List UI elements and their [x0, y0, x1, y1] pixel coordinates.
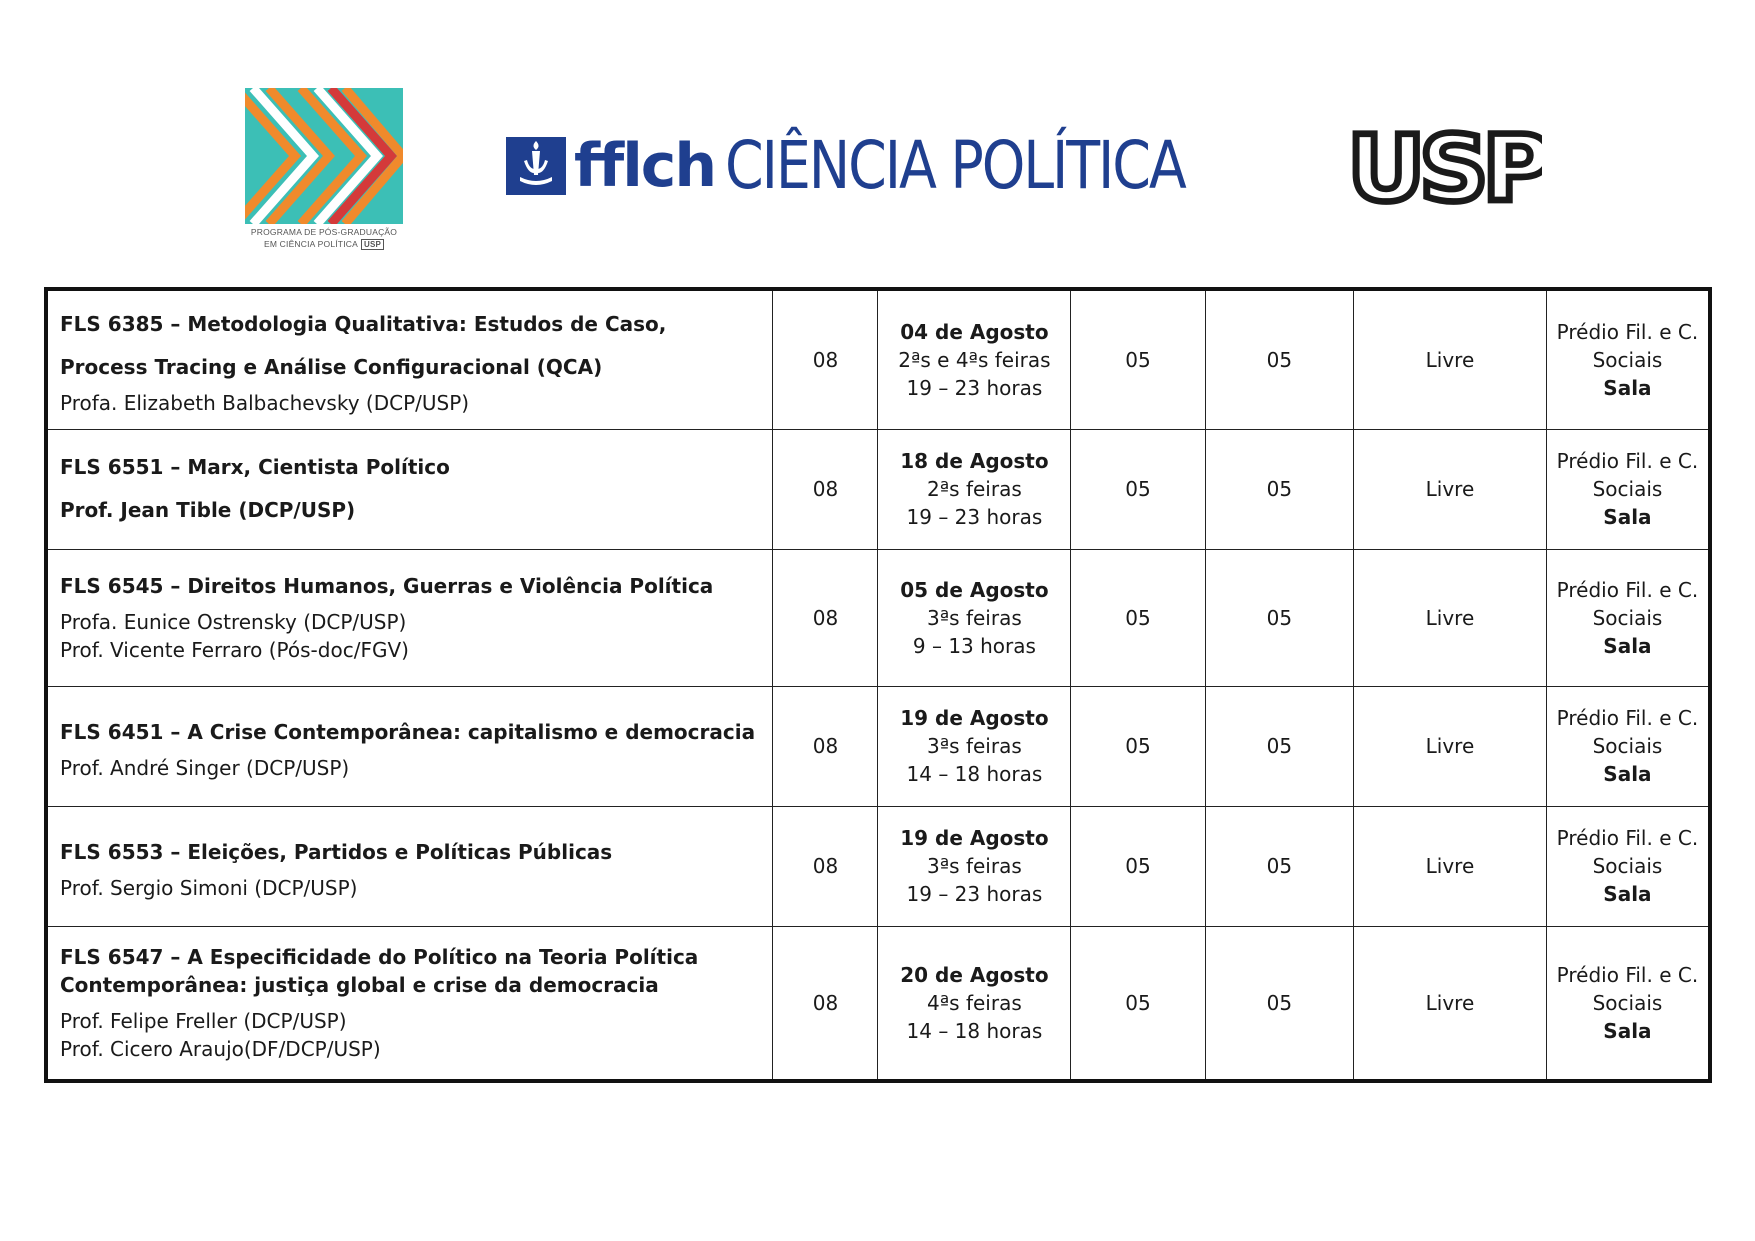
usp-logo-icon: [1352, 128, 1542, 216]
fflch-word: fflch: [574, 131, 716, 201]
class-days: 4ªs feiras: [927, 990, 1022, 1015]
schedule-cell: [878, 289, 1071, 429]
col5-cell: 05: [1205, 806, 1353, 926]
room-building-2: Sociais: [1592, 477, 1663, 501]
credits-cell: 08: [773, 289, 878, 429]
course-professor: Prof. Felipe Freller (DCP/USP): [60, 1008, 347, 1033]
room-label: Sala: [1603, 375, 1652, 400]
start-date: 19 de Agosto: [900, 826, 1049, 850]
status-cell: Livre: [1354, 806, 1547, 926]
room-building-2: Sociais: [1592, 734, 1663, 758]
room-label: Sala: [1603, 1018, 1652, 1043]
course-title: FLS 6545 – Direitos Humanos, Guerras e Violência Política: [60, 573, 714, 598]
start-date: 19 de Agosto: [900, 706, 1049, 730]
room-cell: [1546, 806, 1710, 926]
course-table: [44, 287, 1712, 1083]
col4-cell: 05: [1071, 549, 1205, 686]
chevron-stripes-logo-icon: [245, 88, 403, 224]
room-building: Prédio Fil. e C.: [1556, 962, 1699, 987]
col4-cell: 05: [1071, 429, 1205, 549]
course-professor: Profa. Eunice Ostrensky (DCP/USP): [60, 609, 407, 634]
class-days: 3ªs feiras: [927, 734, 1022, 758]
room-label: Sala: [1603, 633, 1652, 658]
course-title: FLS 6547 – A Especificidade do Político na Teoria Política Contemporânea: justiça global e crise da democracia: [60, 944, 699, 997]
course-title: FLS 6551 – Marx, Cientista Político: [60, 455, 450, 479]
course-cell: [46, 289, 773, 429]
room-label: Sala: [1603, 505, 1652, 529]
status-cell: Livre: [1354, 289, 1547, 429]
col5-cell: 05: [1205, 549, 1353, 686]
course-cell: [46, 429, 773, 549]
col4-cell: 05: [1071, 289, 1205, 429]
class-days: 2ªs e 4ªs feiras: [898, 347, 1051, 372]
col4-cell: 05: [1071, 926, 1205, 1081]
course-cell: [46, 926, 773, 1081]
course-title: FLS 6451 – A Crise Contemporânea: capitalismo e democracia: [60, 719, 756, 744]
class-days: 3ªs feiras: [927, 854, 1022, 878]
course-title: FLS 6385 – Metodologia Qualitativa: Estudos de Caso, Process Tracing e Análise Configuracional (QCA): [60, 311, 667, 379]
status-cell: Livre: [1354, 686, 1547, 806]
status-cell: Livre: [1354, 429, 1547, 549]
col4-cell: 05: [1071, 686, 1205, 806]
class-hours: 14 – 18 horas: [906, 762, 1043, 786]
class-hours: 9 – 13 horas: [912, 633, 1036, 658]
course-cell: [46, 686, 773, 806]
table-row: [46, 429, 1710, 549]
room-building-2: Sociais: [1592, 854, 1663, 878]
room-building-2: Sociais: [1592, 990, 1663, 1015]
program-caption-line1: PROGRAMA DE PÓS-GRADUAÇÃO: [250, 227, 398, 237]
program-logo: [245, 88, 403, 250]
schedule-cell: [878, 686, 1071, 806]
course-professor: Profa. Elizabeth Balbachevsky (DCP/USP): [60, 390, 470, 415]
course-cell: [46, 549, 773, 686]
status-cell: Livre: [1354, 926, 1547, 1081]
room-cell: [1546, 549, 1710, 686]
credits-cell: 08: [773, 549, 878, 686]
room-building: Prédio Fil. e C.: [1556, 706, 1699, 730]
fflch-emblem-icon: [506, 137, 566, 195]
table-row: [46, 926, 1710, 1081]
room-building: Prédio Fil. e C.: [1556, 319, 1699, 344]
start-date: 04 de Agosto: [900, 319, 1049, 344]
course-professor: Prof. Jean Tible (DCP/USP): [60, 498, 356, 522]
table-row: [46, 549, 1710, 686]
col5-cell: 05: [1205, 289, 1353, 429]
room-cell: [1546, 926, 1710, 1081]
room-label: Sala: [1603, 762, 1652, 786]
col5-cell: 05: [1205, 926, 1353, 1081]
class-hours: 14 – 18 horas: [906, 1018, 1043, 1043]
class-hours: 19 – 23 horas: [906, 505, 1043, 529]
room-building: Prédio Fil. e C.: [1556, 449, 1699, 473]
room-cell: [1546, 686, 1710, 806]
credits-cell: 08: [773, 926, 878, 1081]
credits-cell: 08: [773, 806, 878, 926]
table-row: [46, 289, 1710, 429]
program-caption: [245, 226, 403, 250]
usp-logo-text: USP: [1352, 128, 1542, 216]
room-building-2: Sociais: [1592, 347, 1663, 372]
credits-cell: 08: [773, 429, 878, 549]
col4-cell: 05: [1071, 806, 1205, 926]
start-date: 20 de Agosto: [900, 962, 1049, 987]
room-building-2: Sociais: [1592, 605, 1663, 630]
room-building: Prédio Fil. e C.: [1556, 577, 1699, 602]
schedule-cell: [878, 926, 1071, 1081]
fflch-subtitle: CIÊNCIA POLÍTICA: [725, 127, 1185, 204]
room-cell: [1546, 289, 1710, 429]
program-caption-line2: EM CIÊNCIA POLÍTICA: [263, 239, 358, 249]
start-date: 05 de Agosto: [900, 577, 1049, 602]
schedule-cell: [878, 429, 1071, 549]
course-professor: Prof. André Singer (DCP/USP): [60, 755, 350, 780]
room-label: Sala: [1603, 882, 1652, 906]
col5-cell: 05: [1205, 429, 1353, 549]
course-professor: Prof. Cicero Araujo(DF/DCP/USP): [60, 1036, 381, 1061]
class-days: 3ªs feiras: [927, 605, 1022, 630]
course-title: FLS 6553 – Eleições, Partidos e Políticas Públicas: [60, 839, 613, 864]
class-days: 2ªs feiras: [927, 477, 1022, 501]
credits-cell: 08: [773, 686, 878, 806]
table-row: [46, 686, 1710, 806]
course-professor: Prof. Vicente Ferraro (Pós-doc/FGV): [60, 637, 409, 662]
room-cell: [1546, 429, 1710, 549]
class-hours: 19 – 23 horas: [906, 375, 1043, 400]
schedule-cell: [878, 549, 1071, 686]
class-hours: 19 – 23 horas: [906, 882, 1043, 906]
status-cell: Livre: [1354, 549, 1547, 686]
schedule-cell: [878, 806, 1071, 926]
fflch-logo: [506, 128, 1272, 204]
table-row: [46, 806, 1710, 926]
start-date: 18 de Agosto: [900, 449, 1049, 473]
usp-logo: [1352, 128, 1542, 221]
course-cell: [46, 806, 773, 926]
course-professor: Prof. Sergio Simoni (DCP/USP): [60, 875, 358, 900]
col5-cell: 05: [1205, 686, 1353, 806]
program-caption-badge: USP: [361, 239, 384, 250]
room-building: Prédio Fil. e C.: [1556, 826, 1699, 850]
